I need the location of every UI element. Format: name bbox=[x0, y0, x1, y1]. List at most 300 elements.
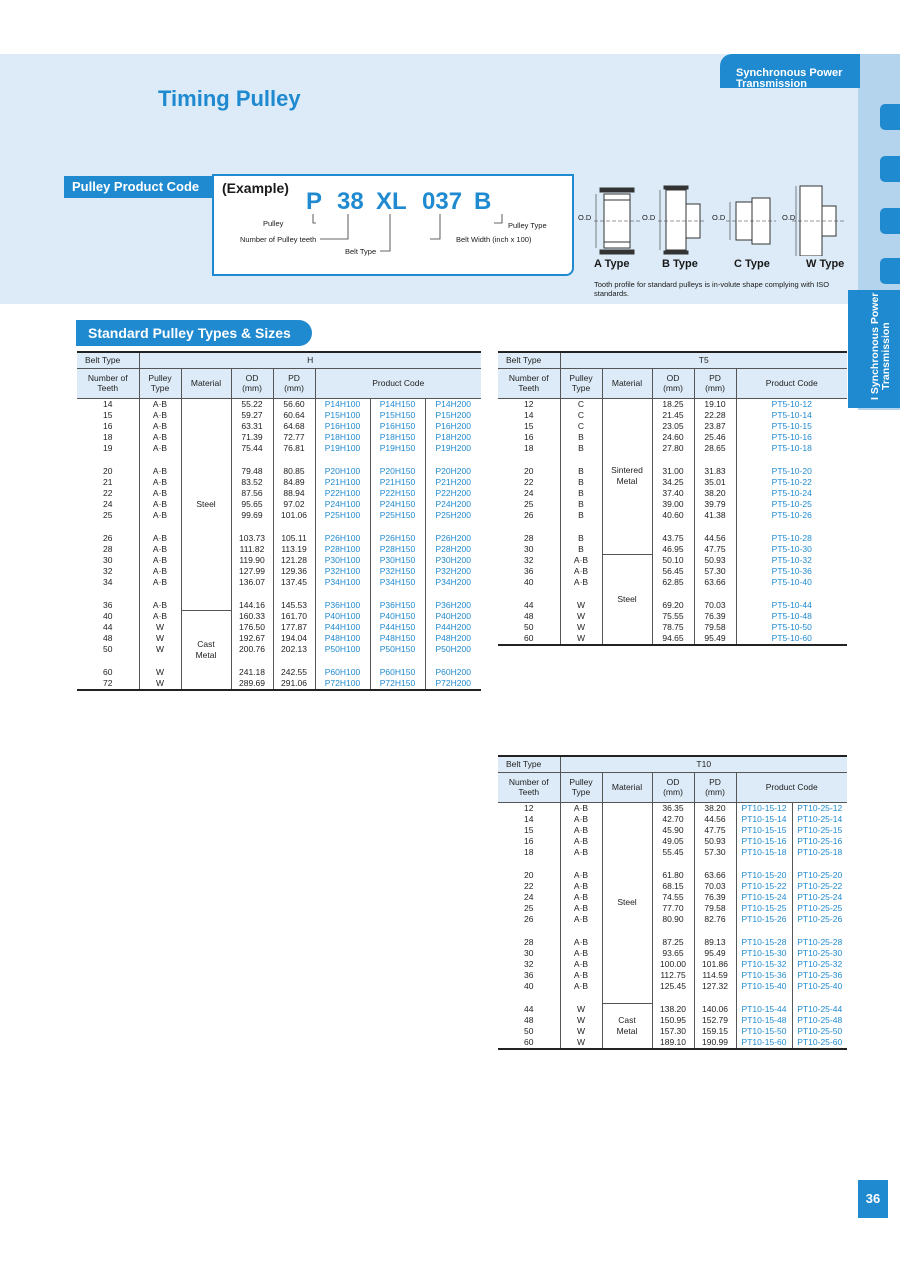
pulley-type-cell: A·B bbox=[139, 533, 181, 544]
group-spacer bbox=[77, 522, 481, 533]
belt-type-header: Belt Type bbox=[498, 756, 560, 772]
teeth-cell: 72 bbox=[103, 677, 113, 688]
teeth-cell: 50 bbox=[103, 644, 113, 655]
pd-cell: 95.49 bbox=[694, 948, 736, 959]
product-code-cell: P22H100 bbox=[315, 488, 370, 499]
od-label: O.D bbox=[782, 213, 796, 222]
pd-cell: 38.20 bbox=[694, 802, 736, 814]
od-cell: 69.20 bbox=[652, 600, 694, 611]
pd-cell: 242.55 bbox=[273, 667, 315, 678]
spacer-cell bbox=[560, 859, 602, 870]
spacer-cell bbox=[694, 859, 736, 870]
product-code-cell: P24H200 bbox=[425, 499, 481, 510]
product-code-cell: P20H200 bbox=[425, 466, 481, 477]
pd-cell: 63.66 bbox=[694, 577, 736, 588]
od-cell: 75.44 bbox=[231, 443, 273, 454]
product-code-cell: PT10-25-24 bbox=[792, 892, 847, 903]
pd-cell: 70.03 bbox=[694, 881, 736, 892]
teeth-caption: Number of Pulley teeth bbox=[240, 235, 317, 244]
pulley-type-cell: A·B bbox=[139, 611, 181, 622]
table-row bbox=[498, 1015, 847, 1026]
pulley-type-cell: B bbox=[560, 544, 602, 555]
spacer-cell bbox=[694, 926, 736, 937]
product-code-cell: P32H100 bbox=[315, 566, 370, 577]
pd-cell: 22.28 bbox=[694, 410, 736, 421]
belt-type-value: H bbox=[139, 352, 481, 368]
spacer-cell bbox=[498, 993, 560, 1004]
product-code-cell: PT5-10-16 bbox=[736, 432, 847, 443]
product-code-cell: PT10-15-60 bbox=[736, 1037, 792, 1049]
product-code-cell: PT5-10-25 bbox=[736, 499, 847, 510]
pd-cell: 82.76 bbox=[694, 914, 736, 925]
product-code-cell: P34H200 bbox=[425, 577, 481, 588]
pd-cell: 76.81 bbox=[273, 443, 315, 454]
teeth-cell: 28 bbox=[524, 936, 534, 947]
spacer-cell bbox=[231, 455, 273, 466]
product-code-header: Product Code bbox=[736, 772, 847, 802]
pulley-type-cell: W bbox=[560, 1037, 602, 1049]
spacer-cell bbox=[139, 522, 181, 533]
teeth-cell: 34 bbox=[103, 577, 113, 588]
od-cell: 78.75 bbox=[652, 622, 694, 633]
pd-cell: 56.60 bbox=[273, 398, 315, 410]
product-code-cell: P36H100 bbox=[315, 600, 370, 611]
table-row bbox=[498, 970, 847, 981]
product-code-cell: P19H100 bbox=[315, 443, 370, 454]
od-cell: 43.75 bbox=[652, 533, 694, 544]
pd-cell: 57.30 bbox=[694, 847, 736, 858]
od-cell: 94.65 bbox=[652, 633, 694, 645]
od-cell: 61.80 bbox=[652, 870, 694, 881]
product-code-cell: P20H100 bbox=[315, 466, 370, 477]
product-code-cell: P44H150 bbox=[370, 622, 425, 633]
spacer-cell bbox=[315, 656, 370, 667]
code-part-type: B bbox=[474, 188, 492, 215]
pulley-type-cell: A·B bbox=[139, 566, 181, 577]
pd-cell: 121.28 bbox=[273, 555, 315, 566]
pulley-type-cell: A·B bbox=[139, 510, 181, 521]
product-code-cell: PT10-15-50 bbox=[736, 1026, 792, 1037]
od-cell: 24.60 bbox=[652, 432, 694, 443]
type-b-label: B Type bbox=[662, 258, 698, 270]
spacer-cell bbox=[498, 522, 560, 533]
product-code-cell: P18H200 bbox=[425, 432, 481, 443]
teeth-cell: 44 bbox=[524, 1003, 534, 1014]
product-code-cell: P34H150 bbox=[370, 577, 425, 588]
table-row bbox=[77, 678, 481, 690]
od-label: O.D bbox=[578, 213, 592, 222]
pd-header: PD (mm) bbox=[694, 368, 736, 398]
table-row bbox=[77, 488, 481, 499]
table-row bbox=[77, 466, 481, 477]
side-tab[interactable] bbox=[880, 104, 900, 130]
table-row bbox=[77, 577, 481, 588]
pd-cell: 127.32 bbox=[694, 981, 736, 992]
od-cell: 127.99 bbox=[231, 566, 273, 577]
table-row bbox=[498, 1037, 847, 1049]
od-cell: 40.60 bbox=[652, 510, 694, 521]
pd-cell: 161.70 bbox=[273, 611, 315, 622]
table-row bbox=[498, 1004, 847, 1015]
table-row bbox=[77, 600, 481, 611]
od-cell: 289.69 bbox=[231, 678, 273, 690]
teeth-header: Number of Teeth bbox=[498, 772, 560, 802]
group-spacer bbox=[498, 455, 847, 466]
product-code-cell: PT10-25-25 bbox=[792, 903, 847, 914]
product-code-cell: P72H150 bbox=[370, 678, 425, 690]
od-cell: 95.65 bbox=[231, 499, 273, 510]
od-cell: 144.16 bbox=[231, 600, 273, 611]
pulley-type-header: Pulley Type bbox=[560, 368, 602, 398]
pulley-type-cell: A·B bbox=[139, 544, 181, 555]
spacer-cell bbox=[139, 589, 181, 600]
table-row bbox=[498, 622, 847, 633]
pd-cell: 76.39 bbox=[694, 611, 736, 622]
pulley-type-cell: W bbox=[560, 611, 602, 622]
pd-cell: 105.11 bbox=[273, 533, 315, 544]
od-cell: 93.65 bbox=[652, 948, 694, 959]
teeth-cell: 32 bbox=[524, 958, 534, 969]
pulley-type-cell: A·B bbox=[560, 566, 602, 577]
spacer-cell bbox=[498, 589, 560, 600]
group-spacer bbox=[498, 522, 847, 533]
pulley-type-cell: A·B bbox=[560, 881, 602, 892]
od-cell: 36.35 bbox=[652, 802, 694, 814]
table-row bbox=[77, 566, 481, 577]
spacer-cell bbox=[694, 589, 736, 600]
product-code-cell: P14H200 bbox=[425, 398, 481, 410]
table-row bbox=[498, 566, 847, 577]
product-code-cell: P44H200 bbox=[425, 622, 481, 633]
teeth-cell: 32 bbox=[103, 566, 113, 577]
pulley-type-cell: B bbox=[560, 499, 602, 510]
spacer-cell bbox=[139, 656, 181, 667]
table-row bbox=[77, 499, 481, 510]
belt-width-caption: Belt Width (inch x 100) bbox=[456, 235, 532, 244]
spacer-cell bbox=[792, 993, 847, 1004]
od-header: OD (mm) bbox=[231, 368, 273, 398]
product-code-cell: PT10-15-26 bbox=[736, 914, 792, 925]
product-code-cell: P36H200 bbox=[425, 600, 481, 611]
teeth-cell: 32 bbox=[524, 554, 534, 565]
product-code-cell: P48H100 bbox=[315, 633, 370, 644]
spacer-cell bbox=[498, 455, 560, 466]
od-cell: 176.50 bbox=[231, 622, 273, 633]
product-code-cell: PT10-15-22 bbox=[736, 881, 792, 892]
spacer-cell bbox=[736, 455, 847, 466]
code-part-belt: XL bbox=[376, 188, 407, 215]
pulley-type-cell: A·B bbox=[139, 466, 181, 477]
pulley-type-cell: C bbox=[560, 398, 602, 410]
spacer-cell bbox=[560, 926, 602, 937]
pulley-type-cell: A·B bbox=[560, 555, 602, 566]
teeth-cell: 60 bbox=[524, 1037, 534, 1048]
teeth-cell: 22 bbox=[524, 476, 534, 487]
pulley-type-cell: A·B bbox=[560, 802, 602, 814]
product-code-cell: P16H100 bbox=[315, 421, 370, 432]
pd-cell: 137.45 bbox=[273, 577, 315, 588]
spacer-cell bbox=[273, 455, 315, 466]
spacer-cell bbox=[652, 926, 694, 937]
teeth-cell: 28 bbox=[103, 543, 113, 554]
product-code-cell: PT10-15-28 bbox=[736, 937, 792, 948]
pd-cell: 95.49 bbox=[694, 633, 736, 645]
pulley-type-header: Pulley Type bbox=[139, 368, 181, 398]
spacer-cell bbox=[560, 522, 602, 533]
pd-cell: 63.66 bbox=[694, 870, 736, 881]
od-cell: 192.67 bbox=[231, 633, 273, 644]
product-code-cell: PT10-15-24 bbox=[736, 892, 792, 903]
pd-cell: 101.06 bbox=[273, 510, 315, 521]
teeth-cell: 14 bbox=[524, 409, 534, 420]
od-cell: 150.95 bbox=[652, 1015, 694, 1026]
product-code-cell: PT10-25-26 bbox=[792, 914, 847, 925]
pulley-type-cell: W bbox=[139, 678, 181, 690]
product-code-cell: PT10-25-50 bbox=[792, 1026, 847, 1037]
table-row bbox=[498, 499, 847, 510]
iso-note: Tooth profile for standard pulleys is in-volute shape complying with ISO standards. bbox=[594, 280, 830, 298]
product-code-cell: P16H200 bbox=[425, 421, 481, 432]
group-spacer bbox=[77, 656, 481, 667]
table-row bbox=[498, 466, 847, 477]
table-row bbox=[498, 410, 847, 421]
table-row bbox=[498, 421, 847, 432]
table-row bbox=[77, 667, 481, 678]
product-code-cell: PT5-10-15 bbox=[736, 421, 847, 432]
corner-section-title: Synchronous Power Transmission bbox=[736, 67, 843, 90]
od-header: OD (mm) bbox=[652, 772, 694, 802]
product-code-cell: PT5-10-32 bbox=[736, 555, 847, 566]
product-code-cell: PT10-25-20 bbox=[792, 870, 847, 881]
product-code-cell: P22H200 bbox=[425, 488, 481, 499]
pd-cell: 23.87 bbox=[694, 421, 736, 432]
product-code-cell: PT10-25-40 bbox=[792, 981, 847, 992]
spacer-cell bbox=[231, 589, 273, 600]
od-cell: 71.39 bbox=[231, 432, 273, 443]
product-code-cell: P60H200 bbox=[425, 667, 481, 678]
product-code-cell: P50H200 bbox=[425, 644, 481, 655]
od-cell: 100.00 bbox=[652, 959, 694, 970]
pulley-type-cell: A·B bbox=[139, 577, 181, 588]
product-code-cell: PT10-15-44 bbox=[736, 1004, 792, 1015]
teeth-cell: 26 bbox=[524, 510, 534, 521]
product-code-cell: PT5-10-48 bbox=[736, 611, 847, 622]
spacer-cell bbox=[694, 522, 736, 533]
material-cell: Cast Metal bbox=[602, 1004, 652, 1050]
teeth-cell: 15 bbox=[524, 420, 534, 431]
od-cell: 136.07 bbox=[231, 577, 273, 588]
pulley-type-cell: B bbox=[560, 443, 602, 454]
pd-cell: 64.68 bbox=[273, 421, 315, 432]
pd-header: PD (mm) bbox=[694, 772, 736, 802]
product-code-cell: P21H100 bbox=[315, 477, 370, 488]
product-code-cell: P36H150 bbox=[370, 600, 425, 611]
product-code-cell: PT10-25-14 bbox=[792, 814, 847, 825]
spacer-cell bbox=[77, 455, 139, 466]
teeth-cell: 60 bbox=[103, 666, 113, 677]
pulley-type-cell: A·B bbox=[560, 981, 602, 992]
od-cell: 83.52 bbox=[231, 477, 273, 488]
product-code-cell: P14H100 bbox=[315, 398, 370, 410]
table-row bbox=[498, 577, 847, 588]
teeth-cell: 36 bbox=[103, 599, 113, 610]
pulley-type-cell: A·B bbox=[560, 937, 602, 948]
pd-cell: 70.03 bbox=[694, 600, 736, 611]
pd-cell: 89.13 bbox=[694, 937, 736, 948]
pulley-type-cell: A·B bbox=[139, 488, 181, 499]
teeth-cell: 40 bbox=[103, 610, 113, 621]
product-code-cell: PT5-10-22 bbox=[736, 477, 847, 488]
product-code-cell: P72H200 bbox=[425, 678, 481, 690]
od-cell: 99.69 bbox=[231, 510, 273, 521]
material-header: Material bbox=[181, 368, 231, 398]
table-row bbox=[77, 510, 481, 521]
product-code-cell: PT10-15-14 bbox=[736, 814, 792, 825]
product-code-header: Product Code bbox=[315, 368, 481, 398]
pd-cell: 177.87 bbox=[273, 622, 315, 633]
product-code-cell: P21H150 bbox=[370, 477, 425, 488]
teeth-cell: 44 bbox=[524, 599, 534, 610]
pd-cell: 129.36 bbox=[273, 566, 315, 577]
od-cell: 157.30 bbox=[652, 1026, 694, 1037]
product-code-cell: P34H100 bbox=[315, 577, 370, 588]
pulley-type-cell: B bbox=[560, 477, 602, 488]
spacer-cell bbox=[694, 455, 736, 466]
product-code-cell: PT5-10-30 bbox=[736, 544, 847, 555]
side-label-line: I Synchronous Power bbox=[869, 292, 881, 400]
pulley-type-cell: W bbox=[560, 633, 602, 645]
product-code-cell: P24H100 bbox=[315, 499, 370, 510]
material-header: Material bbox=[602, 772, 652, 802]
od-cell: 27.80 bbox=[652, 443, 694, 454]
material-cell: Steel bbox=[181, 398, 231, 611]
side-label-line: Transmission bbox=[880, 322, 892, 390]
material-cell: Steel bbox=[602, 555, 652, 645]
spacer-cell bbox=[652, 859, 694, 870]
pd-cell: 190.99 bbox=[694, 1037, 736, 1049]
side-section-label[interactable] bbox=[848, 290, 900, 408]
product-code-cell: PT10-15-48 bbox=[736, 1015, 792, 1026]
teeth-cell: 25 bbox=[524, 499, 534, 510]
spacer-cell bbox=[425, 656, 481, 667]
spacer-cell bbox=[736, 859, 792, 870]
teeth-cell: 24 bbox=[524, 487, 534, 498]
teeth-cell: 20 bbox=[103, 465, 113, 476]
od-cell: 68.15 bbox=[652, 881, 694, 892]
spacer-cell bbox=[273, 656, 315, 667]
od-header: OD (mm) bbox=[652, 368, 694, 398]
od-cell: 31.00 bbox=[652, 466, 694, 477]
teeth-cell: 26 bbox=[524, 914, 534, 925]
pd-cell: 84.89 bbox=[273, 477, 315, 488]
side-tab[interactable] bbox=[880, 208, 900, 234]
pd-cell: 152.79 bbox=[694, 1015, 736, 1026]
product-code-cell: PT10-25-60 bbox=[792, 1037, 847, 1049]
side-tab[interactable] bbox=[880, 156, 900, 182]
table-row bbox=[77, 644, 481, 655]
product-code-cell: PT10-25-15 bbox=[792, 825, 847, 836]
od-cell: 79.48 bbox=[231, 466, 273, 477]
spacer-cell bbox=[560, 993, 602, 1004]
product-code-cell: P15H150 bbox=[370, 410, 425, 421]
teeth-cell: 15 bbox=[103, 409, 113, 420]
product-code-cell: PT10-25-16 bbox=[792, 836, 847, 847]
teeth-header: Number of Teeth bbox=[77, 368, 139, 398]
pulley-type-cell: A·B bbox=[560, 814, 602, 825]
table-row bbox=[498, 903, 847, 914]
spacer-cell bbox=[425, 589, 481, 600]
table-row bbox=[498, 611, 847, 622]
product-code-cell: PT10-15-16 bbox=[736, 836, 792, 847]
teeth-cell: 50 bbox=[524, 1025, 534, 1036]
pulley-type-cell: A·B bbox=[139, 600, 181, 611]
product-code-cell: P26H150 bbox=[370, 533, 425, 544]
pulley-type-cell: A·B bbox=[560, 903, 602, 914]
product-code-cell: PT5-10-24 bbox=[736, 488, 847, 499]
teeth-cell: 18 bbox=[524, 443, 534, 454]
teeth-cell: 44 bbox=[103, 621, 113, 632]
pd-cell: 38.20 bbox=[694, 488, 736, 499]
pulley-type-cell: W bbox=[139, 644, 181, 655]
pulley-type-cell: A·B bbox=[560, 825, 602, 836]
spacer-cell bbox=[736, 926, 792, 937]
teeth-cell: 16 bbox=[524, 432, 534, 443]
teeth-cell: 20 bbox=[524, 465, 534, 476]
od-cell: 138.20 bbox=[652, 1004, 694, 1015]
pd-cell: 80.85 bbox=[273, 466, 315, 477]
spacer-cell bbox=[370, 656, 425, 667]
teeth-cell: 30 bbox=[524, 947, 534, 958]
code-part-pulley: P bbox=[306, 188, 323, 215]
teeth-cell: 60 bbox=[524, 633, 534, 644]
pd-cell: 47.75 bbox=[694, 544, 736, 555]
product-code-cell: PT5-10-40 bbox=[736, 577, 847, 588]
product-code-cell: P30H100 bbox=[315, 555, 370, 566]
product-code-cell: PT10-25-30 bbox=[792, 948, 847, 959]
pulley-type-cell: A·B bbox=[560, 836, 602, 847]
product-code-cell: P26H200 bbox=[425, 533, 481, 544]
material-cell: Steel bbox=[602, 802, 652, 1004]
pd-cell: 72.77 bbox=[273, 432, 315, 443]
table-row bbox=[498, 948, 847, 959]
od-cell: 56.45 bbox=[652, 566, 694, 577]
od-label: O.D bbox=[642, 213, 656, 222]
product-code-cell: PT10-15-25 bbox=[736, 903, 792, 914]
teeth-cell: 25 bbox=[524, 903, 534, 914]
table-row bbox=[77, 555, 481, 566]
spacer-cell bbox=[315, 589, 370, 600]
od-cell: 49.05 bbox=[652, 836, 694, 847]
pd-cell: 44.56 bbox=[694, 533, 736, 544]
product-code-label: Pulley Product Code bbox=[64, 176, 218, 198]
product-code-cell: PT5-10-50 bbox=[736, 622, 847, 633]
product-code-cell: PT10-25-36 bbox=[792, 970, 847, 981]
table-row bbox=[498, 981, 847, 992]
pd-cell: 25.46 bbox=[694, 432, 736, 443]
teeth-cell: 48 bbox=[524, 1014, 534, 1025]
od-cell: 87.25 bbox=[652, 937, 694, 948]
product-code-cell: P30H200 bbox=[425, 555, 481, 566]
od-cell: 77.70 bbox=[652, 903, 694, 914]
page-number: 36 bbox=[858, 1180, 888, 1218]
od-cell: 200.76 bbox=[231, 644, 273, 655]
spacer-cell bbox=[652, 993, 694, 1004]
od-cell: 112.75 bbox=[652, 970, 694, 981]
group-spacer bbox=[498, 926, 847, 937]
side-tab[interactable] bbox=[880, 258, 900, 284]
table-row bbox=[498, 477, 847, 488]
pulley-type-cell: C bbox=[560, 410, 602, 421]
